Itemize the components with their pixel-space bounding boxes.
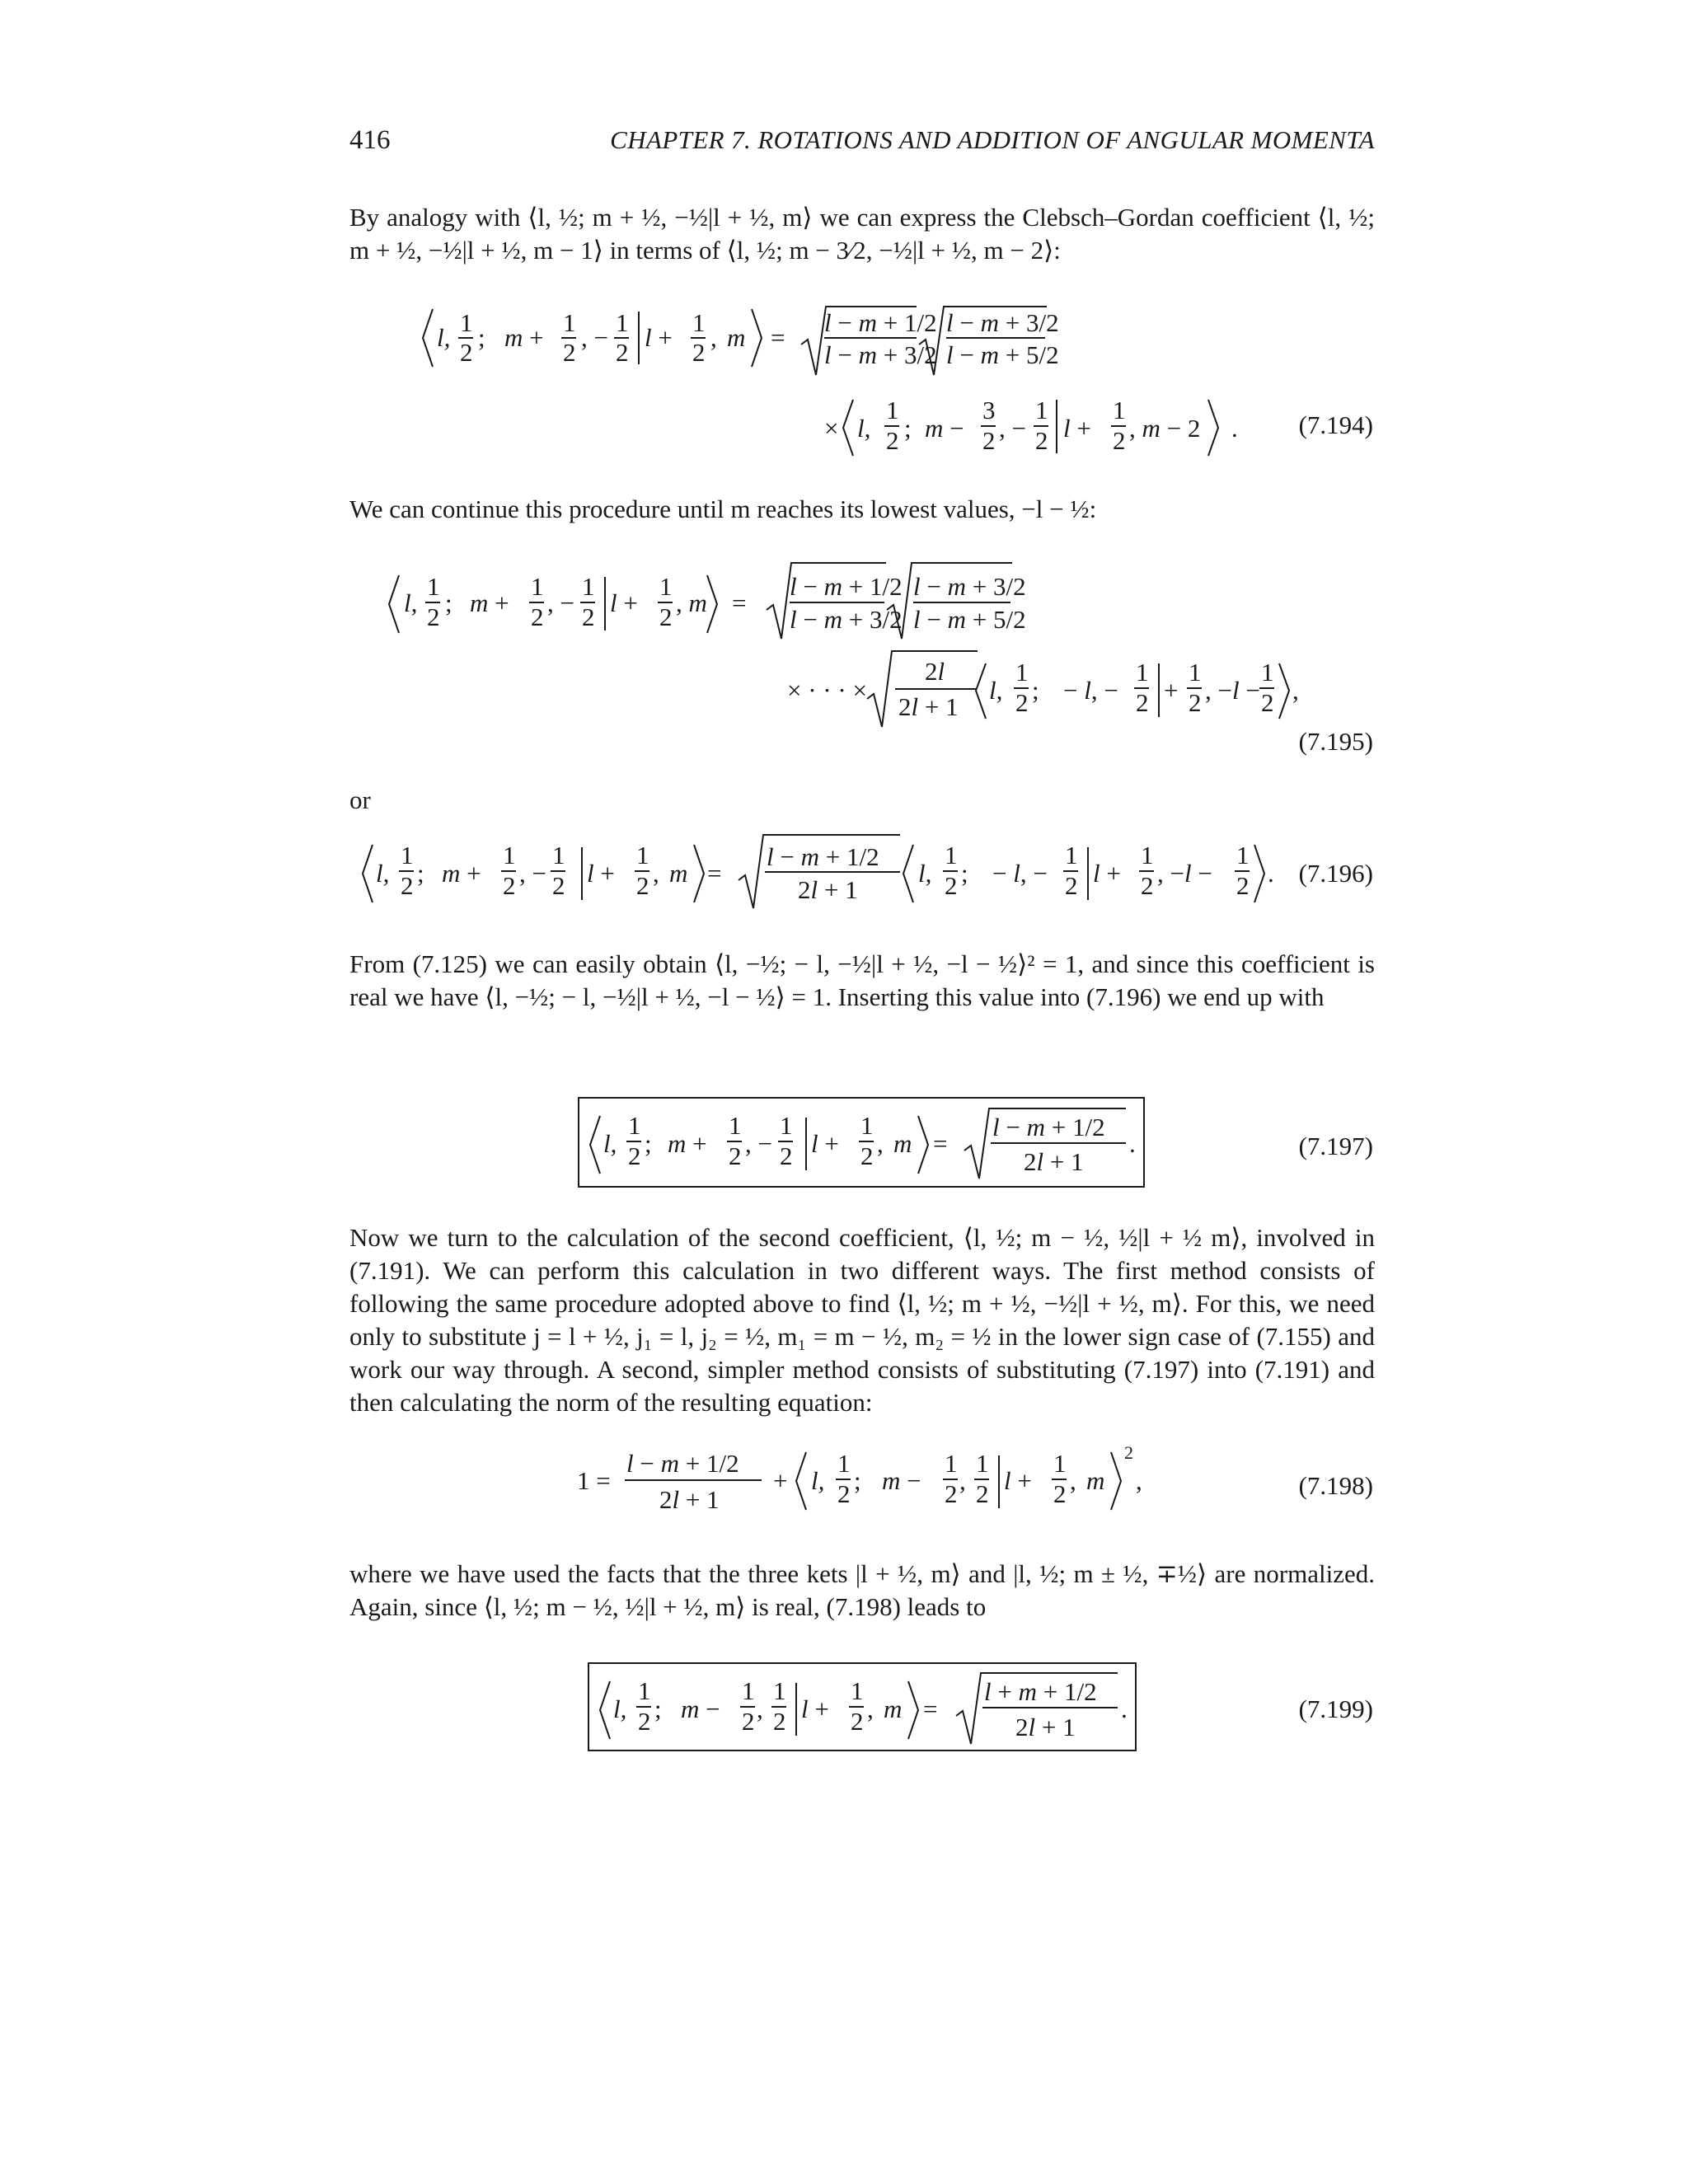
- svg-text:1: 1: [692, 308, 706, 337]
- equation-7-195: [389, 563, 1299, 727]
- svg-text:, m: , m: [676, 588, 707, 617]
- svg-text:l − m + 1/2: l − m + 1/2: [626, 1449, 739, 1478]
- svg-text:l +: l +: [1063, 414, 1091, 443]
- svg-text:m −: m −: [681, 1694, 720, 1723]
- svg-text:m: m: [727, 323, 746, 352]
- svg-text:m: m: [1086, 1466, 1105, 1495]
- svg-text:1: 1: [401, 841, 414, 869]
- svg-text:;: ;: [904, 414, 912, 443]
- svg-text:;: ;: [961, 859, 968, 888]
- svg-text:1: 1: [616, 308, 629, 337]
- svg-text:1: 1: [886, 396, 899, 424]
- svg-text:l − m + 1/2: l − m + 1/2: [767, 842, 879, 871]
- svg-text:m +: m +: [470, 588, 509, 617]
- svg-text:.: .: [1268, 859, 1274, 888]
- svg-text:=: =: [933, 1129, 948, 1158]
- svg-text:2: 2: [1015, 688, 1029, 717]
- svg-text:2l + 1: 2l + 1: [1015, 1713, 1076, 1741]
- svg-text:2l + 1: 2l + 1: [898, 692, 959, 721]
- svg-text:l − m + 3/2: l − m + 3/2: [946, 308, 1059, 337]
- svg-text:+: +: [773, 1466, 788, 1495]
- svg-text:×: ×: [824, 414, 839, 443]
- svg-text:1: 1: [851, 1676, 864, 1705]
- svg-text:.: .: [1121, 1694, 1128, 1723]
- svg-text:2: 2: [860, 1141, 874, 1170]
- svg-text:l + m + 1/2: l + m + 1/2: [984, 1677, 1097, 1706]
- svg-text:× · · · ×: × · · · ×: [787, 676, 867, 705]
- svg-text:l,: l,: [437, 323, 451, 352]
- svg-text:, −l −: , −l −: [1205, 676, 1260, 705]
- equation-7-198: [577, 1442, 1142, 1514]
- svg-text:;: ;: [1032, 676, 1039, 705]
- svg-text:2: 2: [582, 602, 595, 631]
- svg-text:2: 2: [1053, 1479, 1067, 1508]
- equation-number-7-194: (7.194): [1298, 410, 1373, 439]
- svg-text:,: ,: [653, 859, 659, 888]
- svg-text:+: +: [1164, 676, 1179, 705]
- svg-text:2l: 2l: [925, 657, 945, 686]
- svg-text:, −l −: , −l −: [1157, 859, 1212, 888]
- svg-text:1: 1: [773, 1676, 786, 1705]
- equation-number-7-198: (7.198): [1298, 1471, 1373, 1500]
- svg-text:2: 2: [503, 871, 516, 900]
- svg-text:2l + 1: 2l + 1: [659, 1485, 720, 1514]
- svg-text:l − m + 3/2: l − m + 3/2: [790, 605, 903, 634]
- svg-text:l,: l,: [404, 588, 418, 617]
- svg-text:1 =: 1 =: [577, 1466, 611, 1495]
- svg-text:2: 2: [1035, 426, 1048, 455]
- svg-text:1: 1: [503, 841, 516, 869]
- svg-text:2: 2: [659, 602, 673, 631]
- svg-text:, −: , −: [581, 323, 608, 352]
- svg-text:2: 2: [638, 1707, 651, 1736]
- svg-text:l +: l +: [587, 859, 615, 888]
- svg-text:m +: m +: [442, 859, 481, 888]
- svg-text:2: 2: [780, 1141, 793, 1170]
- svg-text:1: 1: [1113, 396, 1126, 424]
- svg-text:l − m + 5/2: l − m + 5/2: [946, 340, 1059, 369]
- equation-7-197: [579, 1098, 1144, 1187]
- svg-text:2: 2: [945, 1479, 958, 1508]
- svg-text:2: 2: [460, 338, 473, 367]
- svg-text:1: 1: [582, 572, 595, 601]
- svg-text:2: 2: [837, 1479, 851, 1508]
- svg-text:l +: l +: [610, 588, 638, 617]
- svg-text:1: 1: [1053, 1449, 1067, 1478]
- paragraph-or: or: [349, 785, 371, 814]
- svg-text:1: 1: [860, 1111, 874, 1140]
- svg-text:, −: , −: [999, 414, 1026, 443]
- svg-text:1: 1: [1236, 841, 1250, 869]
- svg-text:=: =: [771, 323, 785, 352]
- paragraph-3: From (7.125) we can easily obtain ⟨l, −½; − l, −½|l + ½, −l − ½⟩² = 1, and since this coefficient is real we have ⟨l, −½; − l, −½|l + ½, −l − ½⟩ = 1. Inserting this value into (7.196) we end up with: [349, 949, 1375, 1011]
- svg-text:l − m + 3/2: l − m + 3/2: [824, 340, 937, 369]
- svg-text:;: ;: [645, 1129, 652, 1158]
- svg-text:2: 2: [773, 1707, 786, 1736]
- svg-text:− l, −: − l, −: [992, 859, 1048, 888]
- svg-text:=: =: [707, 859, 722, 888]
- equation-number-7-197: (7.197): [1298, 1132, 1373, 1160]
- svg-text:1: 1: [659, 572, 673, 601]
- svg-text:2: 2: [1236, 871, 1250, 900]
- svg-text:1: 1: [1015, 658, 1029, 687]
- svg-text:l +: l +: [645, 323, 673, 352]
- svg-text:1: 1: [628, 1111, 641, 1140]
- equation-7-194: [423, 307, 1238, 456]
- svg-text:m +: m +: [504, 323, 544, 352]
- svg-text:2: 2: [945, 871, 958, 900]
- svg-text:;: ;: [445, 588, 452, 617]
- svg-text:l,: l,: [376, 859, 390, 888]
- equation-number-7-196: (7.196): [1298, 859, 1373, 888]
- svg-text:m −: m −: [925, 414, 964, 443]
- svg-text:l,: l,: [613, 1694, 627, 1723]
- svg-text:2l + 1: 2l + 1: [798, 875, 858, 904]
- svg-text:,: ,: [757, 1694, 763, 1723]
- paragraph-4: Now we turn to the calculation of the second coefficient, ⟨l, ½; m − ½, ½|l + ½ m⟩, involved in (7.191). We can perform this calculation in two different ways. The first method consists of following the same procedure adopted above to find ⟨l, ½; m + ½, −½|l + ½, m⟩. For this, we need only to substitute j = l + ½, j₁ = l, j₂ = ½, m₁ = m − ½, m₂ = ½ in the lower sign case of (7.155) and work our way through. A second, simpler method consists of substituting (7.197) into (7.191) and then calculating the norm of the resulting equation:: [349, 1223, 1375, 1417]
- svg-text:l +: l +: [1004, 1466, 1032, 1495]
- svg-text:l,: l,: [603, 1129, 617, 1158]
- svg-text:l +: l +: [1093, 859, 1121, 888]
- svg-text:,: ,: [959, 1466, 966, 1495]
- svg-text:2: 2: [628, 1141, 641, 1170]
- svg-text:2: 2: [976, 1479, 989, 1508]
- svg-text:l − m + 3/2: l − m + 3/2: [913, 572, 1026, 601]
- svg-text:2: 2: [1141, 871, 1154, 900]
- svg-text:,: ,: [877, 1129, 884, 1158]
- svg-text:m +: m +: [668, 1129, 707, 1158]
- svg-text:2: 2: [1124, 1442, 1133, 1463]
- svg-text:.: .: [1129, 1129, 1136, 1158]
- svg-text:1: 1: [563, 308, 576, 337]
- svg-text:2: 2: [1065, 871, 1078, 900]
- svg-text:1: 1: [780, 1111, 793, 1140]
- svg-text:l,: l,: [857, 414, 871, 443]
- svg-text:2: 2: [1136, 688, 1149, 717]
- svg-text:2: 2: [1261, 688, 1274, 717]
- svg-text:, −: , −: [519, 859, 546, 888]
- equation-number-7-199: (7.199): [1298, 1694, 1373, 1723]
- svg-text:1: 1: [1035, 396, 1048, 424]
- svg-text:l,: l,: [989, 676, 1003, 705]
- svg-text:2: 2: [742, 1707, 755, 1736]
- svg-text:, −: , −: [547, 588, 574, 617]
- svg-text:,: ,: [1136, 1466, 1142, 1495]
- svg-text:,: ,: [1070, 1466, 1076, 1495]
- svg-text:;: ;: [478, 323, 485, 352]
- svg-text:1: 1: [976, 1449, 989, 1478]
- svg-text:1: 1: [1136, 658, 1149, 687]
- svg-text:l − m + 1/2: l − m + 1/2: [992, 1113, 1105, 1141]
- svg-text:,: ,: [710, 323, 717, 352]
- svg-text:l − m + 1/2: l − m + 1/2: [824, 308, 937, 337]
- svg-text:m −: m −: [882, 1466, 921, 1495]
- svg-text:2: 2: [692, 338, 706, 367]
- page-number: 416: [349, 125, 391, 155]
- svg-text:1: 1: [1189, 658, 1202, 687]
- svg-text:,: ,: [1292, 676, 1299, 705]
- svg-text:2: 2: [401, 871, 414, 900]
- svg-text:;: ;: [417, 859, 424, 888]
- paragraph-1: By analogy with ⟨l, ½; m + ½, −½|l + ½, m⟩ we can express the Clebsch–Gordan coefficient ⟨l, ½; m + ½, −½|l + ½, m − 1⟩ in terms of ⟨l, ½; m − 3⁄2, −½|l + ½, m − 2⟩:: [349, 203, 1375, 265]
- svg-text:m: m: [669, 859, 688, 888]
- svg-text:1: 1: [1261, 658, 1274, 687]
- svg-text:l,: l,: [811, 1466, 825, 1495]
- svg-text:m: m: [893, 1129, 912, 1158]
- svg-text:;: ;: [854, 1466, 861, 1495]
- svg-text:l − m + 1/2: l − m + 1/2: [790, 572, 903, 601]
- svg-text:=: =: [732, 588, 747, 617]
- svg-text:1: 1: [837, 1449, 851, 1478]
- svg-text:− l, −: − l, −: [1063, 676, 1118, 705]
- svg-text:, −: , −: [745, 1129, 772, 1158]
- svg-text:2: 2: [982, 426, 996, 455]
- equation-7-199: [588, 1663, 1136, 1750]
- svg-text:2: 2: [636, 871, 649, 900]
- svg-text:, m − 2: , m − 2: [1129, 414, 1201, 443]
- svg-text:2: 2: [729, 1141, 742, 1170]
- svg-text:1: 1: [460, 308, 473, 337]
- svg-text:2l + 1: 2l + 1: [1024, 1147, 1084, 1176]
- svg-text:1: 1: [729, 1111, 742, 1140]
- svg-text:1: 1: [531, 572, 544, 601]
- svg-text:2: 2: [563, 338, 576, 367]
- svg-text:l,: l,: [918, 859, 932, 888]
- paragraph-5: where we have used the facts that the three kets |l + ½, m⟩ and |l, ½; m ± ½, ∓½⟩ are normalized. Again, since ⟨l, ½; m − ½, ½|l + ½, m⟩ is real, (7.198) leads to: [349, 1559, 1375, 1621]
- svg-text:1: 1: [1141, 841, 1154, 869]
- svg-text:2: 2: [1113, 426, 1126, 455]
- equation-number-7-195: (7.195): [1298, 727, 1373, 756]
- svg-text:1: 1: [1065, 841, 1078, 869]
- svg-text:1: 1: [427, 572, 440, 601]
- svg-text:1: 1: [552, 841, 565, 869]
- svg-text:1: 1: [638, 1676, 651, 1705]
- svg-text:1: 1: [742, 1676, 755, 1705]
- svg-text:2: 2: [427, 602, 440, 631]
- svg-text:2: 2: [851, 1707, 864, 1736]
- svg-text:=: =: [923, 1694, 938, 1723]
- svg-text:l +: l +: [811, 1129, 839, 1158]
- running-header: CHAPTER 7. ROTATIONS AND ADDITION OF ANGULAR MOMENTA: [610, 125, 1375, 154]
- svg-text:,: ,: [867, 1694, 874, 1723]
- svg-text:l +: l +: [801, 1694, 829, 1723]
- equation-7-196: [363, 835, 1274, 908]
- svg-text:l − m + 5/2: l − m + 5/2: [913, 605, 1026, 634]
- svg-text:3: 3: [982, 396, 996, 424]
- svg-text:2: 2: [886, 426, 899, 455]
- svg-text:2: 2: [616, 338, 629, 367]
- svg-text:2: 2: [552, 871, 565, 900]
- svg-text:2: 2: [1189, 688, 1202, 717]
- svg-text:.: .: [1231, 414, 1238, 443]
- svg-text:m: m: [884, 1694, 903, 1723]
- svg-text:1: 1: [636, 841, 649, 869]
- svg-text:1: 1: [945, 1449, 958, 1478]
- svg-text:;: ;: [654, 1694, 662, 1723]
- svg-text:1: 1: [945, 841, 958, 869]
- paragraph-2: We can continue this procedure until m reaches its lowest values, −l − ½:: [349, 494, 1097, 523]
- svg-text:2: 2: [531, 602, 544, 631]
